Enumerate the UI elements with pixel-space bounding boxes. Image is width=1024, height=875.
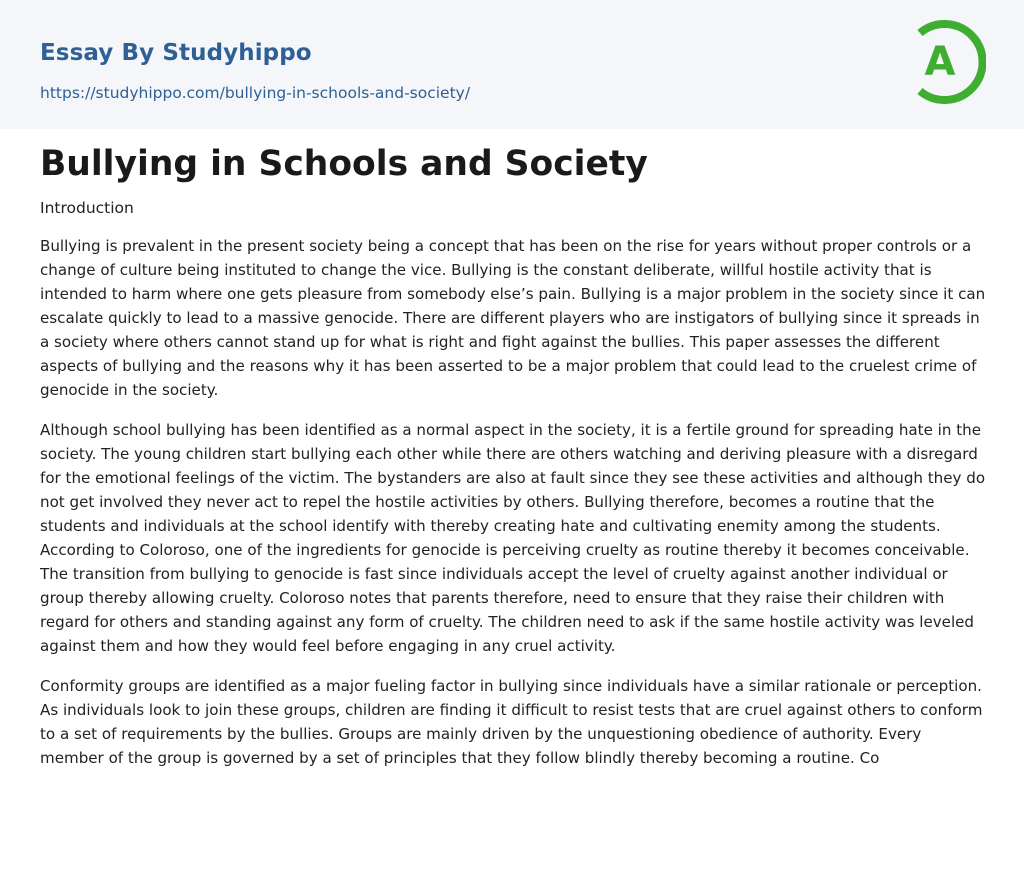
essay-paragraph: Although school bullying has been identified as a normal aspect in the society, it is a fertile ground for spreading hate in the society. The young children start bullying each other while there are others watching and deriving pleasure with a disregard for the emotional feelings of the victim. The bystanders are also at fault since they see these activities and although they do not get involved they never act to repel the hostile activities by others. Bullying therefore, becomes a routine that the students and individuals at the school identify with thereby creating hate and cultivating enemity among the students. According to Coloroso, one of the ingredients for genocide is perceiving cruelty as routine thereby it becomes conceivable. The transition from bullying to genocide is fast since individuals accept the level of cruelty against another individual or group thereby allowing cruelty. Coloroso notes that parents therefore, need to ensure that they raise their children with regard for others and standing against any form of cruelty. The children need to ask if the same hostile activity was leveled against them and how they would feel before engaging in any cruel activity. [40, 421, 986, 655]
studyhippo-logo-icon[interactable] [912, 19, 986, 105]
brand-name[interactable]: Essay By Studyhippo [40, 40, 312, 66]
essay-paragraph: Conformity groups are identified as a major fueling factor in bullying since individuals have a similar rationale or perception. As individuals look to join these groups, children are finding it difficult to resist tests that are cruel against others to conform to a set of requirements by the bullies. Groups are mainly driven by the unquestioning obedience of authority. Every member of the group is governed by a set of principles that they follow blindly thereby becoming a routine. Co [40, 677, 983, 767]
section-label: Introduction [40, 199, 134, 217]
essay-title: Bullying in Schools and Society [40, 144, 648, 184]
essay-body [40, 234, 986, 786]
page-header [0, 0, 1024, 129]
logo-letter: A [924, 39, 956, 85]
essay-url-link[interactable]: https://studyhippo.com/bullying-in-schools-and-society/ [40, 84, 471, 102]
essay-paragraph: Bullying is prevalent in the present society being a concept that has been on the rise for years without proper controls or a change of culture being instituted to change the vice. Bullying is the constant deliberate, willful hostile activity that is intended to harm where one gets pleasure from somebody else’s pain. Bullying is a major problem in the society since it can escalate quickly to lead to a massive genocide. There are different players who are instigators of bullying since it spreads in a society where others cannot stand up for what is right and fight against the bullies. This paper assesses the different aspects of bullying and the reasons why it has been asserted to be a major problem that could lead to the cruelest crime of genocide in the society. [40, 237, 986, 399]
